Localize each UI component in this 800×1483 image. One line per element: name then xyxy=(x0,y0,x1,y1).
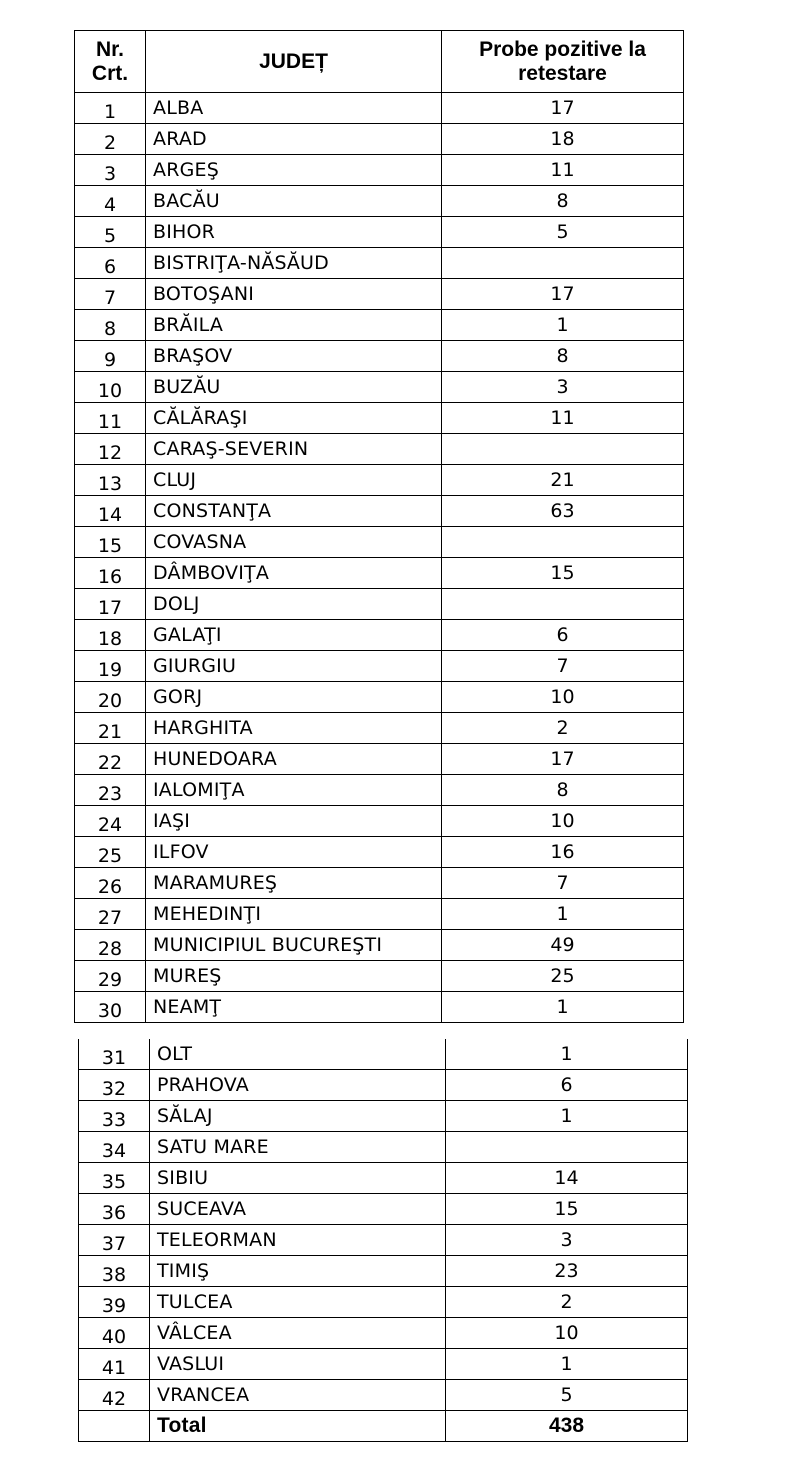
county-name: BRĂILA xyxy=(146,310,442,341)
row-number: 42 xyxy=(79,1380,150,1411)
county-name: ILFOV xyxy=(146,837,442,868)
positive-retest-count: 8 xyxy=(442,775,684,806)
county-name: COVASNA xyxy=(146,527,442,558)
table-row xyxy=(79,1318,688,1349)
county-name: CARAŞ-SEVERIN xyxy=(146,434,442,465)
row-number: 17 xyxy=(75,589,146,620)
county-name: ALBA xyxy=(146,93,442,124)
table-row xyxy=(75,341,684,372)
row-number: 14 xyxy=(75,496,146,527)
row-number: 29 xyxy=(75,961,146,992)
table-row xyxy=(75,403,684,434)
table-row xyxy=(79,1380,688,1411)
row-number: 5 xyxy=(75,217,146,248)
positive-retest-count: 63 xyxy=(442,496,684,527)
county-name: BOTOŞANI xyxy=(146,279,442,310)
positive-retest-count: 11 xyxy=(442,155,684,186)
row-number: 24 xyxy=(75,806,146,837)
positive-retest-count: 5 xyxy=(442,217,684,248)
positive-retest-count: 15 xyxy=(446,1194,688,1225)
positive-retest-count: 10 xyxy=(446,1318,688,1349)
row-number: 36 xyxy=(79,1194,150,1225)
row-number: 6 xyxy=(75,248,146,279)
table-row xyxy=(79,1039,688,1070)
county-name: MUNICIPIUL BUCUREŞTI xyxy=(146,930,442,961)
county-name: TELEORMAN xyxy=(150,1225,446,1256)
header-nr-crt: Nr. Crt. xyxy=(75,31,146,93)
table-row xyxy=(75,558,684,589)
positive-retest-count: 5 xyxy=(446,1380,688,1411)
positive-retest-count: 16 xyxy=(442,837,684,868)
table-row xyxy=(79,1132,688,1163)
table-row xyxy=(75,620,684,651)
county-table-part-1 xyxy=(74,30,684,1023)
table-row xyxy=(75,651,684,682)
row-number: 16 xyxy=(75,558,146,589)
header-row xyxy=(75,31,684,93)
county-name: CONSTANŢA xyxy=(146,496,442,527)
positive-retest-count xyxy=(442,434,684,465)
positive-retest-count: 7 xyxy=(442,868,684,899)
row-number: 35 xyxy=(79,1163,150,1194)
county-name: BISTRIŢA-NĂSĂUD xyxy=(146,248,442,279)
county-name: BUZĂU xyxy=(146,372,442,403)
table-row xyxy=(75,992,684,1023)
table-row xyxy=(75,248,684,279)
positive-retest-count: 10 xyxy=(442,682,684,713)
positive-retest-count: 1 xyxy=(442,992,684,1023)
positive-retest-count: 1 xyxy=(446,1101,688,1132)
table-row xyxy=(75,775,684,806)
table-row xyxy=(75,744,684,775)
positive-retest-count: 14 xyxy=(446,1163,688,1194)
table-row xyxy=(75,930,684,961)
positive-retest-count: 11 xyxy=(442,403,684,434)
positive-retest-count: 18 xyxy=(442,124,684,155)
row-number: 40 xyxy=(79,1318,150,1349)
positive-retest-count: 2 xyxy=(442,713,684,744)
row-number: 41 xyxy=(79,1349,150,1380)
table-row xyxy=(75,899,684,930)
table-row xyxy=(79,1256,688,1287)
table-row xyxy=(75,279,684,310)
county-name: BACĂU xyxy=(146,186,442,217)
row-number: 30 xyxy=(75,992,146,1023)
row-number: 3 xyxy=(75,155,146,186)
table-row xyxy=(79,1070,688,1101)
row-number: 21 xyxy=(75,713,146,744)
row-number: 31 xyxy=(79,1039,150,1070)
table-row xyxy=(79,1163,688,1194)
county-name: CĂLĂRAŞI xyxy=(146,403,442,434)
row-number: 10 xyxy=(75,372,146,403)
positive-retest-count: 17 xyxy=(442,93,684,124)
table-row xyxy=(79,1349,688,1380)
county-name: NEAMŢ xyxy=(146,992,442,1023)
table-row xyxy=(75,93,684,124)
positive-retest-count: 3 xyxy=(442,372,684,403)
positive-retest-count: 21 xyxy=(442,465,684,496)
county-name: IALOMIŢA xyxy=(146,775,442,806)
row-number: 28 xyxy=(75,930,146,961)
row-number: 4 xyxy=(75,186,146,217)
row-number: 18 xyxy=(75,620,146,651)
row-number: 32 xyxy=(79,1070,150,1101)
county-name: CLUJ xyxy=(146,465,442,496)
county-name: GORJ xyxy=(146,682,442,713)
county-name: TULCEA xyxy=(150,1287,446,1318)
table-row xyxy=(75,837,684,868)
row-number: 9 xyxy=(75,341,146,372)
table-row xyxy=(79,1287,688,1318)
row-number: 19 xyxy=(75,651,146,682)
county-name: DÂMBOVIŢA xyxy=(146,558,442,589)
county-name: BIHOR xyxy=(146,217,442,248)
positive-retest-count: 25 xyxy=(442,961,684,992)
table-row xyxy=(75,465,684,496)
county-name: GIURGIU xyxy=(146,651,442,682)
positive-retest-count: 8 xyxy=(442,186,684,217)
county-name: DOLJ xyxy=(146,589,442,620)
county-name: VASLUI xyxy=(150,1349,446,1380)
table-row xyxy=(75,155,684,186)
county-name: BRAŞOV xyxy=(146,341,442,372)
table-row xyxy=(75,868,684,899)
positive-retest-count: 3 xyxy=(446,1225,688,1256)
table-row xyxy=(75,961,684,992)
row-number: 12 xyxy=(75,434,146,465)
positive-retest-count: 1 xyxy=(442,899,684,930)
row-number: 13 xyxy=(75,465,146,496)
row-number: 8 xyxy=(75,310,146,341)
county-name: PRAHOVA xyxy=(150,1070,446,1101)
row-number: 34 xyxy=(79,1132,150,1163)
county-name: OLT xyxy=(150,1039,446,1070)
positive-retest-count: 17 xyxy=(442,279,684,310)
table-row xyxy=(75,310,684,341)
row-number: 33 xyxy=(79,1101,150,1132)
county-name: HARGHITA xyxy=(146,713,442,744)
county-name: SATU MARE xyxy=(150,1132,446,1163)
table-row xyxy=(75,527,684,558)
row-number: 26 xyxy=(75,868,146,899)
county-name: HUNEDOARA xyxy=(146,744,442,775)
county-name: ARGEŞ xyxy=(146,155,442,186)
row-number: 15 xyxy=(75,527,146,558)
table-row xyxy=(75,217,684,248)
table-row xyxy=(75,124,684,155)
row-number: 11 xyxy=(75,403,146,434)
positive-retest-count xyxy=(446,1132,688,1163)
table-row xyxy=(75,589,684,620)
positive-retest-count: 8 xyxy=(442,341,684,372)
positive-retest-count: 17 xyxy=(442,744,684,775)
table-row xyxy=(75,806,684,837)
row-number: 25 xyxy=(75,837,146,868)
row-number: 27 xyxy=(75,899,146,930)
county-name: SIBIU xyxy=(150,1163,446,1194)
table-row xyxy=(75,682,684,713)
row-number: 7 xyxy=(75,279,146,310)
county-name: MEHEDINŢI xyxy=(146,899,442,930)
row-number: 37 xyxy=(79,1225,150,1256)
county-name: MARAMUREŞ xyxy=(146,868,442,899)
county-name: IAŞI xyxy=(146,806,442,837)
row-number: 20 xyxy=(75,682,146,713)
county-name: ARAD xyxy=(146,124,442,155)
total-label: Total xyxy=(150,1411,446,1442)
total-row xyxy=(79,1411,688,1442)
table-row xyxy=(79,1225,688,1256)
header-probe-pozitive: Probe pozitive la retestare xyxy=(442,31,684,93)
row-number: 2 xyxy=(75,124,146,155)
county-name: VRANCEA xyxy=(150,1380,446,1411)
positive-retest-count: 1 xyxy=(446,1039,688,1070)
total-value: 438 xyxy=(446,1411,688,1442)
positive-retest-count xyxy=(442,248,684,279)
table-row xyxy=(79,1101,688,1132)
positive-retest-count: 2 xyxy=(446,1287,688,1318)
positive-retest-count: 23 xyxy=(446,1256,688,1287)
county-name: VÂLCEA xyxy=(150,1318,446,1349)
row-number: 1 xyxy=(75,93,146,124)
county-name: SĂLAJ xyxy=(150,1101,446,1132)
positive-retest-count: 15 xyxy=(442,558,684,589)
positive-retest-count: 49 xyxy=(442,930,684,961)
total-empty-cell xyxy=(79,1411,150,1442)
county-name: SUCEAVA xyxy=(150,1194,446,1225)
positive-retest-count: 1 xyxy=(446,1349,688,1380)
positive-retest-count xyxy=(442,589,684,620)
row-number: 22 xyxy=(75,744,146,775)
county-table-part-2 xyxy=(78,1039,688,1442)
county-name: GALAŢI xyxy=(146,620,442,651)
county-name: TIMIŞ xyxy=(150,1256,446,1287)
table-row xyxy=(75,434,684,465)
row-number: 39 xyxy=(79,1287,150,1318)
positive-retest-count: 10 xyxy=(442,806,684,837)
table-row xyxy=(75,372,684,403)
row-number: 38 xyxy=(79,1256,150,1287)
positive-retest-count: 7 xyxy=(442,651,684,682)
county-name: MUREŞ xyxy=(146,961,442,992)
positive-retest-count: 6 xyxy=(442,620,684,651)
table-row xyxy=(75,496,684,527)
positive-retest-count xyxy=(442,527,684,558)
header-judet: JUDEȚ xyxy=(146,31,442,93)
row-number: 23 xyxy=(75,775,146,806)
table-row xyxy=(75,186,684,217)
table-row xyxy=(79,1194,688,1225)
positive-retest-count: 6 xyxy=(446,1070,688,1101)
table-row xyxy=(75,713,684,744)
positive-retest-count: 1 xyxy=(442,310,684,341)
